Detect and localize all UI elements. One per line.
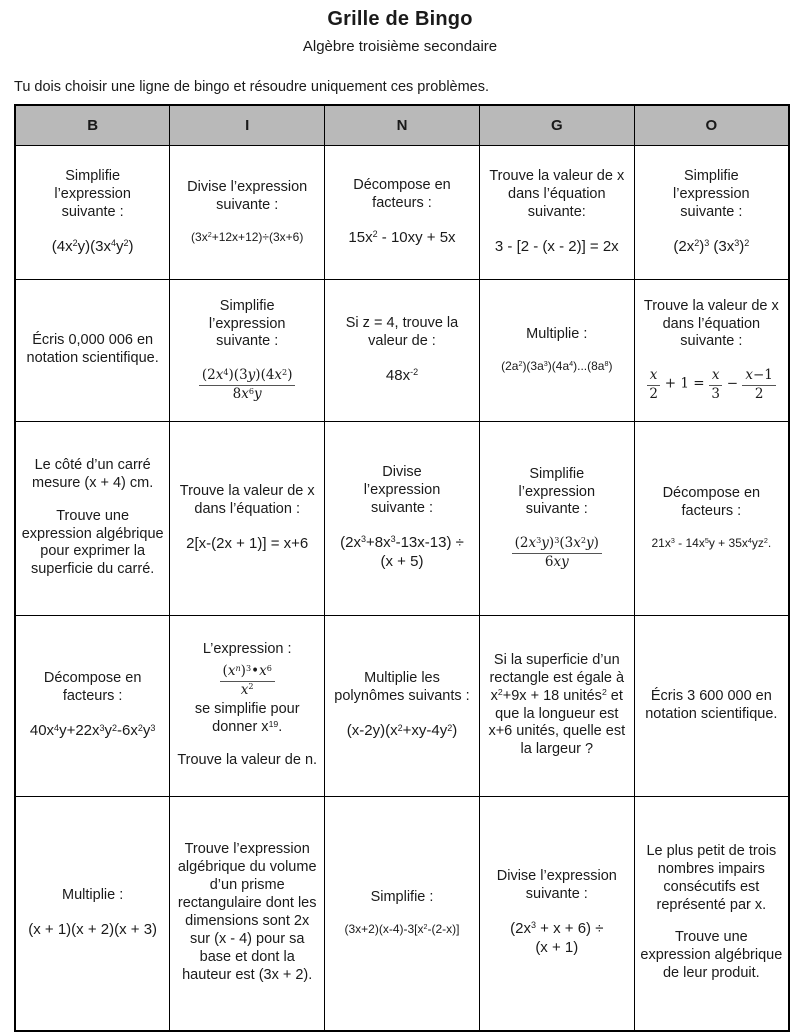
cell-text: Trouve l’expression algébrique du volume d’un prisme rectangulaire dont les dimensions sont 2x sur (x - 4) pour sa base et dont la hauteur est (3x + 2). — [177, 841, 317, 983]
bingo-cell-i5 — [170, 796, 325, 1031]
cell-text: Écris 3 600 000 en notation scientifique. — [645, 687, 778, 722]
table-row-5 — [15, 796, 789, 1031]
math-expression: $(2x^2)^3$ $(3x^3)^2$ — [673, 237, 750, 255]
header-row — [15, 105, 789, 145]
cell-text: Multiplie : — [526, 325, 588, 342]
bingo-cell-g3 — [479, 421, 634, 615]
cell-text: Décompose en facteurs : — [662, 484, 761, 519]
bingo-cell-g2 — [479, 279, 634, 421]
cell-text: Simplifie l’expression suivante : — [518, 465, 596, 518]
math-expression: $\frac{(x^n)^3•x^6}{x^2}$ — [175, 662, 319, 698]
math-expression: $(2x^3+8x^3-13x-13)$ ÷ (x + 5) — [340, 533, 464, 571]
bingo-cell-i4 — [170, 615, 325, 796]
bingo-table-header — [15, 105, 789, 145]
column-header-n: N — [325, 105, 480, 145]
math-expression: $\frac{(2x^4)(3y)(4x^2)}{8x^6y}$ — [175, 366, 319, 402]
cell-text: Divise l’expression suivante : — [187, 178, 308, 213]
column-header-o: O — [634, 105, 789, 145]
bingo-cell-g1 — [479, 145, 634, 279]
math-expression: $(3x+2)(x-4)-3[x^2-(2-x)]$ — [344, 921, 460, 936]
bingo-cell-n2 — [325, 279, 480, 421]
page-title: Grille de Bingo — [327, 8, 473, 30]
math-expression: $(2x^3 + x + 6)$ ÷ (x + 1) — [510, 919, 604, 957]
page-subtitle: Algèbre troisième secondaire — [302, 38, 498, 55]
bingo-cell-i2 — [170, 279, 325, 421]
column-header-i: I — [170, 105, 325, 145]
cell-text: Divise l’expression suivante : — [496, 868, 617, 902]
math-expression: $(2a^2)(3a^3)(4a^4)...(8a^8)$ — [501, 358, 613, 373]
cell-text: Si la superficie d’un rectangle est égale à $x^2+9x + 18$ unités$^2$ et que la longueur est x+6 unités, quelle est la largeur ? — [488, 651, 626, 758]
math-expression: $21x^3 - 14x^5y + 35x^4yz^2$. — [651, 535, 772, 550]
math-expression: $40x^4y+22x^3y^2-6x^2y^3$ — [29, 722, 156, 740]
bingo-cell-i1 — [170, 145, 325, 279]
cell-text: Simplifie l’expression suivante : — [54, 167, 131, 220]
math-expression: (x + 1)(x + 2)(x + 3) — [28, 920, 158, 938]
bingo-cell-b1 — [15, 145, 170, 279]
math-expression: $48x^{-2}$ — [385, 366, 419, 384]
cell-text: Multiplie : — [62, 886, 124, 903]
bingo-cell-b3 — [15, 421, 170, 615]
bingo-cell-o5 — [634, 796, 789, 1031]
bingo-cell-n3 — [325, 421, 480, 615]
cell-text: Trouve la valeur de x dans l’équation : — [179, 482, 315, 517]
table-row-4 — [15, 615, 789, 796]
cell-text: Décompose en facteurs : — [353, 176, 451, 211]
bingo-table-body — [15, 145, 789, 1031]
math-expression: $(4x^2y)(3x^4y^2)$ — [51, 237, 134, 255]
cell-text: Divise l’expression suivante : — [363, 464, 441, 516]
math-expression: 3 - [2 - (x - 2)] = 2x — [494, 237, 619, 255]
math-expression: $(3x^2+12x+12)\div(3x+6)$ — [191, 229, 304, 244]
cell-text: Multiplie les polynômes suivants : — [334, 670, 470, 705]
column-header-g: G — [479, 105, 634, 145]
cell-text: se simplifie pour donner $x^{19}$. — [194, 701, 300, 736]
cell-text: Simplifie l’expression suivante : — [673, 167, 750, 220]
table-row-3 — [15, 421, 789, 615]
bingo-cell-n1 — [325, 145, 480, 279]
bingo-cell-o4 — [634, 615, 789, 796]
math-expression: $(x-2y)(x^2+xy-4y^2)$ — [346, 722, 458, 740]
cell-text: Le plus petit de trois nombres impairs consécutifs est représenté par x. — [646, 842, 777, 913]
cell-text: Décompose en facteurs : — [43, 670, 142, 705]
table-row-1 — [15, 145, 789, 279]
cell-text: Le côté d’un carré mesure (x + 4) cm. — [32, 456, 154, 491]
column-header-b: B — [15, 105, 170, 145]
cell-text: Simplifie : — [370, 888, 434, 905]
bingo-cell-b4 — [15, 615, 170, 796]
cell-text: Trouve la valeur de x dans l’équation suivante : — [643, 297, 779, 350]
cell-text: Simplifie l’expression suivante : — [208, 297, 286, 350]
bingo-cell-b5 — [15, 796, 170, 1031]
table-row-2 — [15, 279, 789, 421]
cell-text: Trouve une expression algébrique pour exprimer la superficie du carré. — [21, 507, 164, 578]
bingo-cell-n5 — [325, 796, 480, 1031]
math-expression: $\frac{(2x^3y)^3(3x^2y)}{6xy}$ — [485, 534, 629, 570]
bingo-cell-b2 — [15, 279, 170, 421]
math-expression: 2[x-(2x + 1)] = x+6 — [186, 534, 309, 552]
bingo-cell-g5 — [479, 796, 634, 1031]
bingo-table — [14, 104, 790, 1032]
math-expression: $15x^2 - 10xy + 5x$ — [348, 228, 456, 246]
bingo-cell-o1 — [634, 145, 789, 279]
bingo-cell-n4 — [325, 615, 480, 796]
cell-text: L’expression : — [202, 641, 292, 658]
bingo-cell-g4 — [479, 615, 634, 796]
bingo-cell-o3 — [634, 421, 789, 615]
math-expression: $\frac{x}{2}$ + 1 = $\frac{x}{3}$ − $\frac{x-1}{2}$ — [640, 366, 783, 402]
cell-text: Trouve la valeur de n. — [177, 751, 318, 768]
cell-text: Si z = 4, trouve la valeur de : — [345, 314, 459, 349]
cell-text: Trouve la valeur de x dans l’équation suivante: — [489, 167, 625, 220]
bingo-cell-o2 — [634, 279, 789, 421]
cell-text: Écris 0,000 006 en notation scientifique. — [26, 332, 159, 366]
bingo-cell-i3 — [170, 421, 325, 615]
cell-text: Trouve une expression algébrique de leur produit. — [640, 929, 783, 982]
instruction-text: Tu dois choisir une ligne de bingo et résoudre uniquement ces problèmes. — [14, 79, 490, 95]
